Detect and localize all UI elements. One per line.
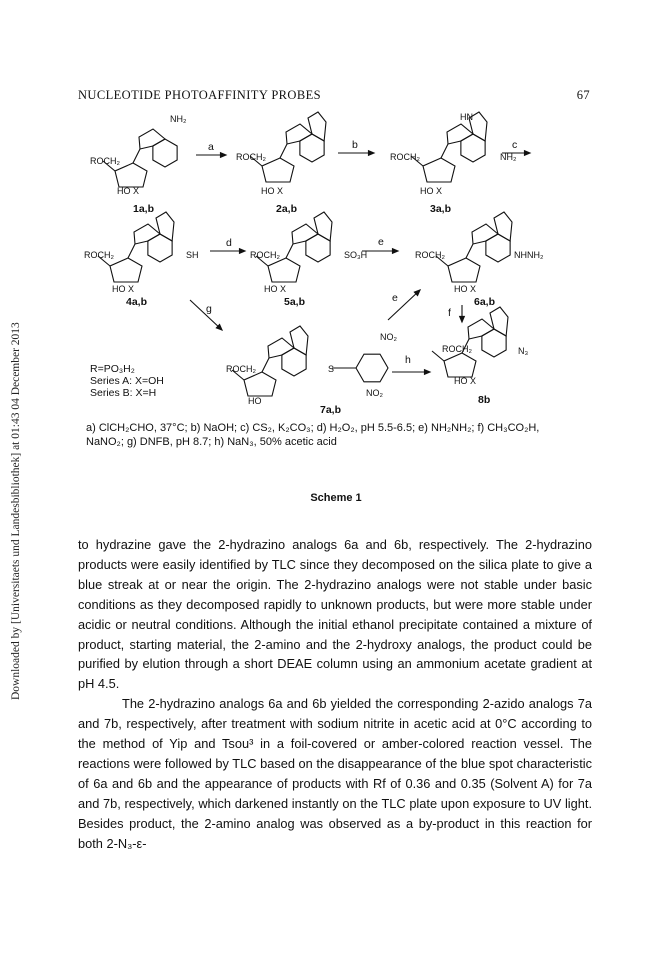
imidazole-ring <box>139 129 165 149</box>
arrow-c-head <box>524 151 530 156</box>
substituent-7: ROCH₂ <box>390 152 420 162</box>
imidazole-ring <box>134 224 160 244</box>
step-label-d: d <box>226 237 232 249</box>
substituent-5: HN <box>460 112 473 122</box>
ribose-ring <box>268 258 300 282</box>
ribose-ring <box>448 258 480 282</box>
step-label-f: f <box>448 307 451 319</box>
substituent-12: ROCH₂ <box>250 250 280 260</box>
ribose-ring <box>444 353 476 377</box>
purine-ring <box>486 234 510 262</box>
compound-label-4a-b: 4a,b <box>126 296 148 308</box>
substituent-22: HO <box>248 396 262 406</box>
compound-label-3a-b: 3a,b <box>430 203 452 215</box>
substituent-1: ROCH₂ <box>90 156 120 166</box>
substituent-9: ROCH₂ <box>84 250 114 260</box>
arrow-h-head <box>424 370 430 375</box>
step-label-a: a <box>208 141 214 153</box>
compound-label-5a-b: 5a,b <box>284 296 306 308</box>
glycosidic-bond <box>280 144 287 158</box>
legend-line-1: a) ClCH₂CHO, 37°C; b) NaOH; c) CS₂, K₂CO₃; d) H₂O₂, pH 5.5-6.5; e) NH₂NH₂; f) CH₃CO₂H, <box>86 422 540 434</box>
arrow-e-1-head <box>392 249 398 254</box>
glycosidic-bond <box>286 244 293 258</box>
imidazole-ring <box>447 124 473 144</box>
nucleotide-structure <box>436 212 512 282</box>
imidazole-ring <box>472 224 498 244</box>
dinitrophenyl-ring <box>332 354 388 382</box>
nucleotide-structure <box>432 307 508 377</box>
substituent-19: S <box>328 364 335 374</box>
arrow-f-head <box>460 316 465 322</box>
substituent-13: SO₃H <box>344 250 368 260</box>
legend-line-2: NaNO₂; g) DNFB, pH 8.7; h) NaN₃, 50% acetic acid <box>86 436 337 448</box>
definition-1: Series A: X=OH <box>90 375 164 387</box>
ribose-ring <box>115 163 147 187</box>
purine-ring <box>306 234 330 262</box>
substituent-18: ROCH₂ <box>226 364 256 374</box>
substituent-0: NH₂ <box>170 114 187 124</box>
step-label-e: e <box>392 292 398 304</box>
substituent-6: NH₂ <box>500 152 517 162</box>
substituent-24: N₃ <box>518 346 529 356</box>
purine-ring <box>482 329 506 357</box>
body-text <box>78 535 592 854</box>
glycosidic-bond <box>133 149 140 163</box>
imidazole-ring <box>292 224 318 244</box>
substituent-25: HO X <box>454 376 477 386</box>
compound-label-2a-b: 2a,b <box>276 203 298 215</box>
substituent-17: HO X <box>454 284 477 294</box>
nucleotide-structure <box>232 326 308 396</box>
substituent-11: HO X <box>112 284 135 294</box>
scheme-legend <box>86 421 606 449</box>
purine-ring <box>300 134 324 162</box>
purine-ring <box>148 234 172 262</box>
substituent-3: ROCH₂ <box>236 152 266 162</box>
nucleotide-structure <box>411 112 487 182</box>
compound-label-8b: 8b <box>478 394 491 406</box>
ribose-ring <box>244 372 276 396</box>
step-label-e: e <box>378 236 384 248</box>
arrow-a-head <box>220 153 226 158</box>
etheno-ring <box>494 212 512 241</box>
imidazole-ring <box>268 338 294 358</box>
etheno-ring <box>490 307 508 336</box>
download-watermark: Downloaded by [Universitaets und Landesbibliothek] at 01:43 04 December 2013 <box>10 322 22 700</box>
arrow-d-head <box>239 249 245 254</box>
substituent-14: HO X <box>264 284 287 294</box>
page-number: 67 <box>576 88 590 102</box>
ribose-ring <box>110 258 142 282</box>
purine-ring <box>282 348 306 376</box>
step-label-b: b <box>352 139 358 151</box>
scheme-caption: Scheme 1 <box>310 492 362 504</box>
substituent-15: ROCH₂ <box>415 250 445 260</box>
step-label-c: c <box>512 139 518 151</box>
nucleotide-structure <box>256 212 332 282</box>
substituent-2: HO X <box>117 186 140 196</box>
glycosidic-bond <box>262 358 269 372</box>
glycosidic-bond <box>128 244 135 258</box>
paragraph-1: to hydrazine gave the 2-hydrazino analogs 6a and 6b, respectively. The 2-hydrazino products were easily identified by TLC since they decomposed on the silica plate to give a blue streak at or near the origin. The 2-hydrazino analogs were not stable under basic conditions as they decomposed rapidly to unknown products, but were more stable under acidic or neutral conditions. Although the initial ethanol precipitate contained a mixture of product, starting material, the 2-amino and the 2-hydroxy analogs, the product could be purified by elution through a short DEAE column using an ammonium acetate gradient at pH 4.5. <box>78 537 592 692</box>
ribose-ring <box>262 158 294 182</box>
substituent-8: HO X <box>420 186 443 196</box>
definition-0: R=PO₃H₂ <box>90 363 135 375</box>
benzene-ring <box>356 354 388 382</box>
definition-2: Series B: X=H <box>90 387 157 399</box>
step-label-g: g <box>206 303 212 315</box>
arrow-b-head <box>368 151 374 156</box>
compound-label-7a-b: 7a,b <box>320 404 342 416</box>
substituent-23: ROCH₂ <box>442 344 472 354</box>
compound-label-1a-b: 1a,b <box>133 203 155 215</box>
substituent-4: HO X <box>261 186 284 196</box>
substituent-21: NO₂ <box>366 388 383 398</box>
glycosidic-bond <box>441 144 448 158</box>
glycosidic-bond <box>466 244 473 258</box>
substituent-20: NO₂ <box>380 332 397 342</box>
substituent-10: SH <box>186 250 199 260</box>
compound-label-6a-b: 6a,b <box>474 296 496 308</box>
nucleotide-structure <box>250 112 326 182</box>
substituent-16: NHNH₂ <box>514 250 544 260</box>
nucleotide-structure <box>98 212 174 282</box>
ribose-ring <box>423 158 455 182</box>
running-title: NUCLEOTIDE PHOTOAFFINITY PROBES <box>78 88 321 102</box>
purine-ring <box>153 139 177 167</box>
etheno-ring <box>156 212 174 241</box>
paragraph-2: The 2-hydrazino analogs 6a and 6b yielded the corresponding 2-azido analogs 7a and 7b, respectively, after treatment with sodium nitrite in acetic acid at 0°C according to the method of Yip and Tsou³ in a foil-covered or amber-colored reaction vessel. The reactions were followed by TLC based on the disappearance of the blue spot characteristic of 6a and 6b and the appearance of products with Rf of 0.36 and 0.35 (Solvent A) for 7a and 7b, respectively, which darkened instantly on the TLC plate upon exposure to UV light. Besides product, the 2-amino analog was observed as a by-product in this reaction for both 2-N₃-ε- <box>78 696 592 851</box>
etheno-ring <box>308 112 326 141</box>
imidazole-ring <box>286 124 312 144</box>
imidazole-ring <box>468 319 494 339</box>
purine-ring <box>461 134 485 162</box>
step-label-h: h <box>405 354 411 366</box>
etheno-ring <box>290 326 308 355</box>
etheno-ring <box>314 212 332 241</box>
